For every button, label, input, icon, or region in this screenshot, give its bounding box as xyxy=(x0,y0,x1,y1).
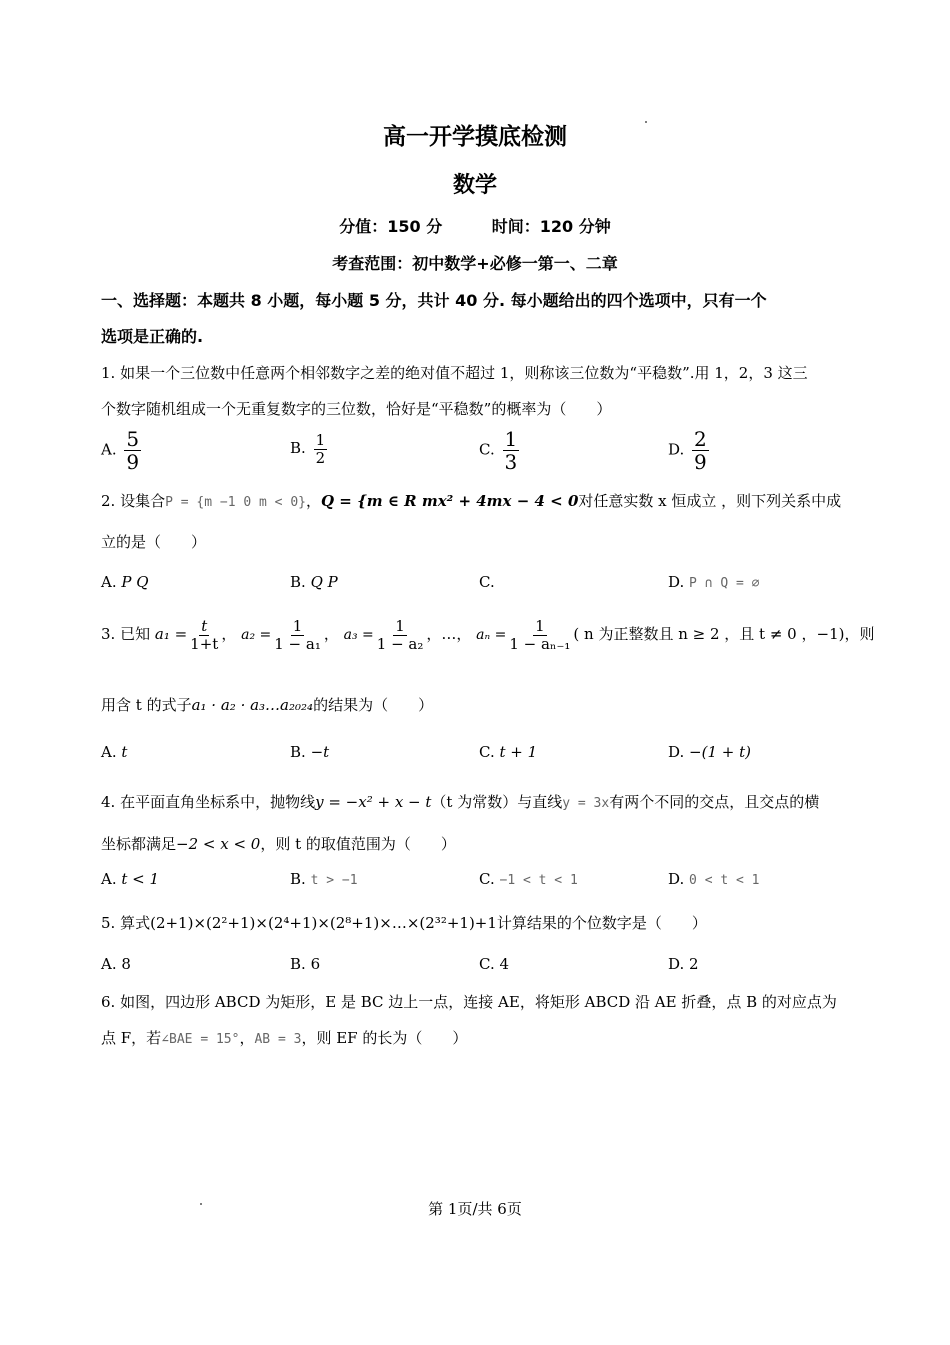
q1-option-c: C. $\frac{1}{3}$ xyxy=(479,427,518,474)
exam-scope: 考查范围：初中数学+必修一第一、二章 xyxy=(332,254,618,273)
q2-line2: 立的是（ ） xyxy=(101,533,207,551)
q1-line1: 1. 如果一个三位数中任意两个相邻数字之差的绝对值不超过 1，则称该三位数为“平稳数”.用 1，2，3 这三 xyxy=(101,364,808,382)
q2-option-d: D. P ∩ Q = ∅ xyxy=(668,573,760,591)
section-heading-line1: 一、选择题：本题共 8 小题，每小题 5 分，共计 40 分. 每小题给出的四个选项中，只有一个 xyxy=(101,291,767,310)
time-text: 时间：120 分钟 xyxy=(491,217,611,236)
q4-line1: 4. 在平面直角坐标系中，抛物线y = −x² + x − t（t 为常数）与直线y = 3x有两个不同的交点，且交点的横 xyxy=(101,793,820,811)
q5-line1: 5. 算式(2+1)×(2²+1)×(2⁴+1)×(2⁸+1)×…×(2³²+1)+1计算结果的个位数字是（ ） xyxy=(101,914,707,932)
section-heading-line2: 选项是正确的. xyxy=(101,327,204,346)
q2-line1: 2. 设集合P = {m −1 0 m < 0}，Q = {m ∈ R mx² + 4mx − 4 < 0对任意实数 x 恒成立 ，则下列关系中成 xyxy=(101,492,842,510)
q4-option-c: C. −1 < t < 1 xyxy=(479,870,578,888)
q4-option-d: D. 0 < t < 1 xyxy=(668,870,760,888)
q1-line2: 个数字随机组成一个无重复数字的三位数，恰好是“平稳数”的概率为（ ） xyxy=(101,400,612,418)
q4-line2: 坐标都满足−2 < x < 0，则 t 的取值范围为（ ） xyxy=(101,835,456,853)
q1-option-b: B. $\frac{1}{2}$ xyxy=(290,431,326,467)
q3-line1: 3. 已知 a₁ = $\frac{t}{1+t}$ ， a₂ = $\frac{1}{\text{1 − a₁}}$ ， a₃ = $\frac{1}{\text{1 − a₂}}$ ，…， aₙ = $\frac{1}{\text{1 − aₙ₋₁}}$ ( n 为正整数且 n ≥ 2 ，且 t ≠ 0 ，−1)，则 xyxy=(101,617,875,653)
q5-option-d: D. 2 xyxy=(668,955,699,973)
q3-line2: 用含 t 的式子a₁ · a₂ · a₃…a₂₀₂₄的结果为（ ） xyxy=(101,696,434,714)
q3-option-c: C. t + 1 xyxy=(479,743,538,761)
q5-option-c: C. 4 xyxy=(479,955,510,973)
q5-option-b: B. 6 xyxy=(290,955,321,973)
q6-line1: 6. 如图，四边形 ABCD 为矩形，E 是 BC 边上一点，连接 AE，将矩形 ABCD 沿 AE 折叠，点 B 的对应点为 xyxy=(101,993,837,1011)
q5-option-a: A. 8 xyxy=(101,955,131,973)
q1-option-d: D. $\frac{2}{9}$ xyxy=(668,427,707,474)
page-footer: 第 1页/共 6页 xyxy=(428,1200,522,1218)
q2-option-c: C. xyxy=(479,573,495,591)
q4-option-b: B. t > −1 xyxy=(290,870,358,888)
q4-option-a: A. t < 1 xyxy=(101,870,160,888)
scan-dot xyxy=(645,121,647,123)
subject-title: 数学 xyxy=(452,173,497,198)
q3-option-b: B. −t xyxy=(290,743,330,761)
q1-option-a: A. $\frac{5}{9}$ xyxy=(101,427,140,474)
q6-line2: 点 F，若∠BAE = 15°，AB = 3，则 EF 的长为（ ） xyxy=(101,1029,468,1047)
q3-option-a: A. t xyxy=(101,743,128,761)
score-text: 分值：150 分 xyxy=(339,217,443,236)
q3-option-d: D. −(1 + t) xyxy=(668,743,751,761)
exam-title: 高一开学摸底检测 xyxy=(383,124,567,150)
q2-option-b: B. Q P xyxy=(290,573,338,591)
score-time-line xyxy=(0,214,950,237)
q2-option-a: A. P Q xyxy=(101,573,149,591)
